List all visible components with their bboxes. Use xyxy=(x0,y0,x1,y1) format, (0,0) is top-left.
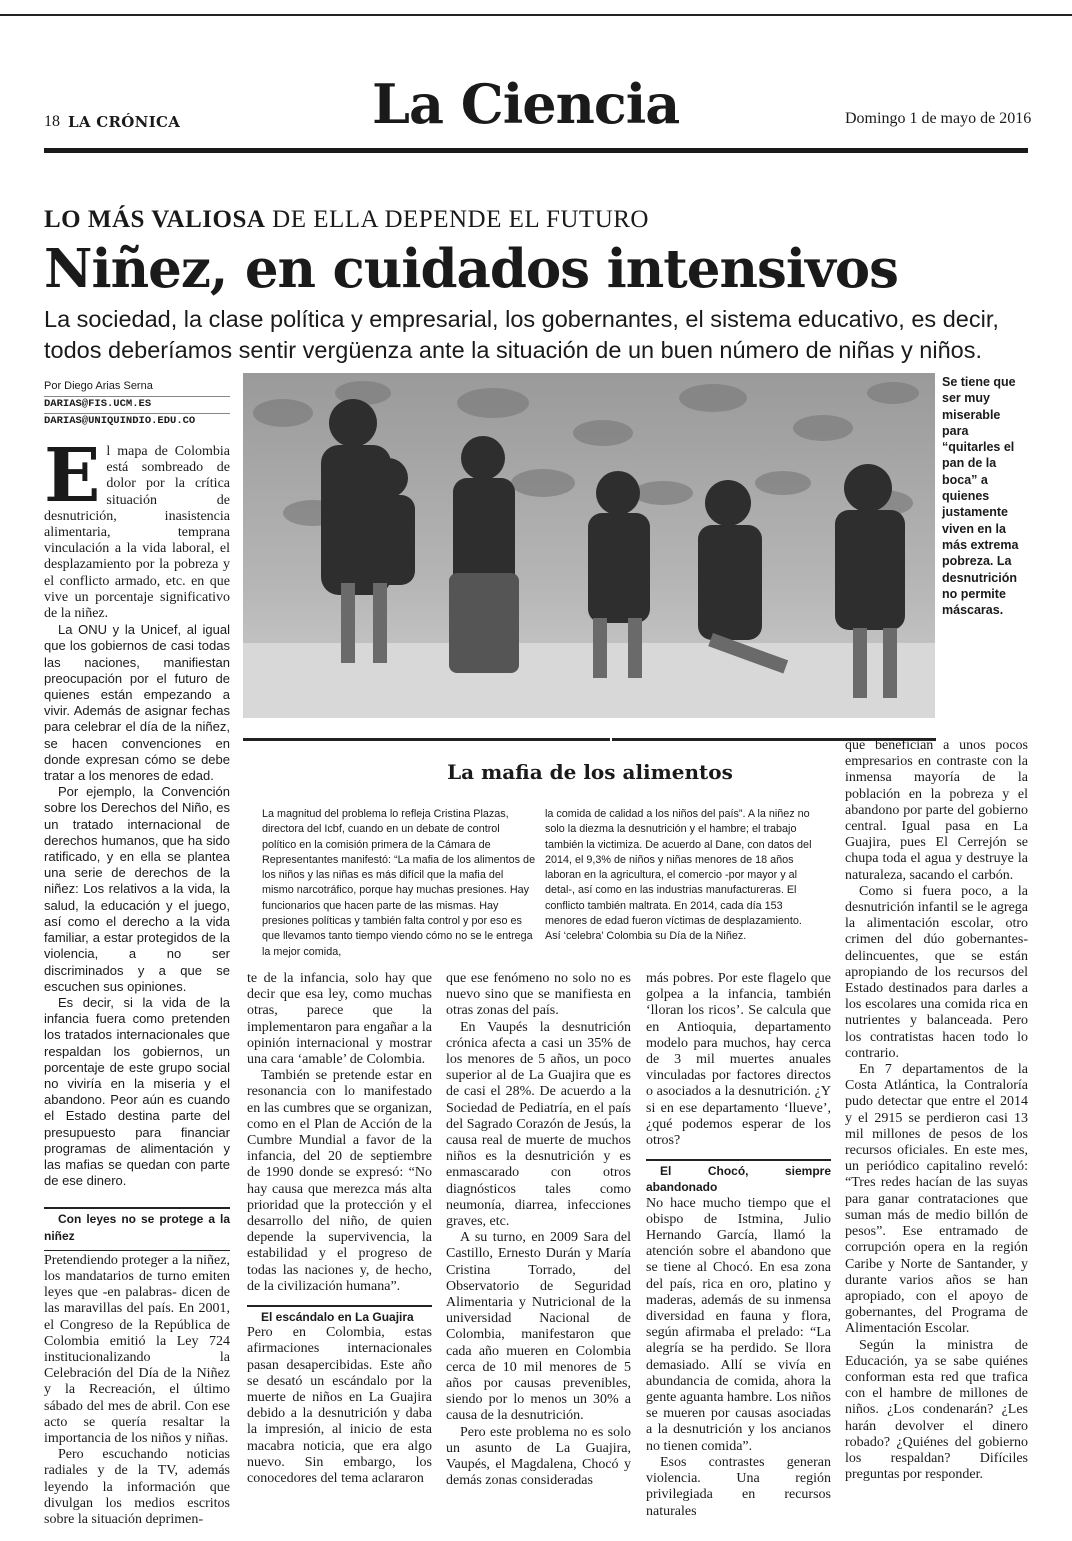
paragraph: Por ejemplo, la Convención sobre los Derechos del Niño, es un tratado internacional de derechos humanos, que ha sido ratificado, y en ella se plantea una serie de derechos de la niñez: Los relativos a la vida, la salud, la educación y el juego, así como el derecho a la vida familiar, a estar protegidos de la violencia, a no ser discriminados y a que se escuchen sus opiniones. xyxy=(44,784,230,994)
drop-cap: E xyxy=(44,433,101,519)
paragraph: Esos contrastes generan violencia. Una región privilegiada en recursos naturales xyxy=(646,1454,831,1519)
paragraph: A su turno, en 2009 Sara del Castillo, Ernesto Durán y María Cristina Torrado, del Observatorio de Seguridad Alimentaria y Nutricional de la universidad Nacional de Colombia, manifestaron que cada año mueren en Colombia cerca de 10 mil menores de 5 años por causas prevenibles, siendo por lo menos un 30% a causa de la desnutrición. xyxy=(446,1230,631,1424)
paragraph: que ese fenómeno no solo no es nuevo sino que se manifiesta en otras zonas del país. xyxy=(446,971,631,1019)
paragraph: te de la infancia, solo hay que decir que esa ley, como muchas otras, parece que la implementaron para engañar a la opinión internacional y mostrar una cara ‘amable’ de Colombia. xyxy=(247,971,432,1068)
paragraph: También se pretende estar en resonancia con lo manifestado en las cumbres que se organizan, como en el Plan de Acción de la Cumbre Mundial a favor de la infancia, del 20 de septiembre de 1990 donde se expresó: “No hay causa que merezca más alta prioridad que la protección y el desarrollo del niño, de quien depende la supervivencia, la estabilidad y el progreso de todas las naciones y, de hecho, de la civilización humana”. xyxy=(247,1068,432,1294)
article-column-3 xyxy=(446,971,631,1490)
author-email-2: DARIAS@UNIQUINDIO.EDU.CO xyxy=(44,415,196,427)
byline: Por Diego Arias Serna xyxy=(44,380,153,392)
byline-rule xyxy=(44,396,230,397)
paragraph: que benefician a unos pocos empresarios en contraste con la inmensa mayoría de la población en la pobreza y el abandono por parte del gobierno central. Igual pasa en La Guajira, pues El Cerrejón se chupa toda el agua y destruye la naturaleza, sacando el carbón. xyxy=(845,738,1028,883)
photo-caption: Se tiene que ser muy miserable para “quitarles el pan de la boca” a quienes justamente viven en la más extrema pobreza. La desnutrición no permite máscaras. xyxy=(942,375,1019,618)
paragraph: Pero escuchando noticias radiales y de la TV, además leyendo la información que divulgan los medios escritos sobre la situación deprimen- xyxy=(44,1447,230,1527)
subheading: El escándalo en La Guajira xyxy=(247,1305,432,1325)
box-column-left xyxy=(262,807,536,960)
paragraph: Es decir, si la vida de la infancia fuera como pretenden los tratados internacionales que respaldan los gobiernos, un porcentaje de este grupo social no viviría en la miseria y el abandono. Peor aún es cuando el Estado destina parte del presupuesto para financiar programas de alimentación y las mafias se quedan con parte de ese dinero. xyxy=(44,994,230,1189)
article-column-5 xyxy=(845,738,1028,1483)
box-column-right xyxy=(545,807,815,945)
box-top-rule xyxy=(243,738,610,741)
box-title: La mafia de los alimentos xyxy=(447,760,733,784)
box-text: La magnitud del problema lo refleja Cristina Plazas, directora del Icbf, cuando en un debate de control político en la comisión primera de la Cámara de Representantes manifestó: “La mafia de los alimentos de los niños y las niñas es más difícil que la mafia del mismo narcotráfico, porque hay muchas presiones. Hay funcionarios que hacen parte de las mismas. Hay presiones políticas y también falta control y por eso es que llevamos tanto tiempo viendo cómo no se le entrega la mejor comida, xyxy=(262,808,536,958)
dek: La sociedad, la clase política y empresarial, los gobernantes, el sistema educativo, es decir, todos deberíamos sentir vergüenza ante la situación de un buen número de niñas y niños. xyxy=(44,306,999,363)
kicker-bold: LO MÁS VALIOSA xyxy=(44,206,266,233)
paragraph: Pero este problema no es solo un asunto de La Guajira, Vaupés, el Magdalena, Chocó y demás zonas consideradas xyxy=(446,1424,631,1489)
paragraph: En 7 departamentos de la Costa Atlántica, la Contraloría pudo detectar que entre el 2014 y el 2915 se perdieron casi 13 mil millones de pesos de los recursos oficiales. En este mes, un periódico capitalino reveló: “Tres redes hacían de las suyas para ganar contrataciones que suman más de medio billón de pesos”. Ese entramado de corrupción opera en la región Caribe y Norte de Santander, y durante varios años se han apropiado, con el apoyo de gobernantes, del Programa de Alimentación Escolar. xyxy=(845,1062,1028,1337)
kicker xyxy=(44,206,649,234)
subheading: El Chocó, siempre abandonado xyxy=(646,1159,831,1195)
paragraph: Pero en Colombia, estas afirmaciones internacionales pasan desapercibidas. Este año se desató un escándalo por la muerte de niños en La Guajira debido a la desnutrición y daba la impresión, al inicio de esta macabra noticia, que era algo nuevo. Sin embargo, los conocedores del tema aclararon xyxy=(247,1325,432,1487)
box-text: la comida de calidad a los niños del país”. A la niñez no solo la diezma la desnutrición y el hambre; el trabajo también la victimiza. De acuerdo al Dane, con datos del 2014, el 9,3% de niños y niñas menores de 18 años laboran en la agricultura, el comercio -por mayor y al detal-, así como en las industrias manufactureras. El conflicto también maltrata. En 2014, cada día 153 menores de edad fueron víctimas de desplazamiento. Así ‘celebra’ Colombia su Día de la Niñez. xyxy=(545,808,812,943)
paragraph: Como si fuera poco, a la desnutrición infantil se le agrega la alimentación escolar, otro crimen del dúo gobernantes-delincuentes, que se están apropiando de los recursos del Estado destinados para darles a los escolares una comida rica en nutrientes y balanceada. Pero los contratistas hacen todo lo contrario. xyxy=(845,883,1028,1061)
kicker-rest: DE ELLA DEPENDE EL FUTURO xyxy=(265,206,649,233)
paragraph: más pobres. Por este flagelo que golpea a la infancia, también ‘lloran los ricos’. Se calcula que en Antioquia, departamento modelo para muchos, hay cerca de 3 mil muertes anuales vinculadas por factores directos o asociados a la desnutrición. ¿Y si en ese departamento ‘llueve’, ¿qué podemos esperar de los otros? xyxy=(646,971,831,1149)
top-scan-edge xyxy=(0,0,1072,16)
masthead-rule xyxy=(44,148,1028,153)
paragraph: En Vaupés la desnutrición crónica afecta a casi un 35% de los menores de 5 años, un poco superior al de La Guajira que es de casi el 28%. De acuerdo a la Sociedad de Pediatría, en el país del Sagrado Corazón de Jesús, la causa real de muerte de muchos niños es la desnutrición y es enmascarado con otros diagnósticos tales como neumonía, diarrea, infecciones graves, etc. xyxy=(446,1019,631,1230)
article-photo xyxy=(243,373,935,718)
article-column-1 xyxy=(44,433,230,1528)
headline: Niñez, en cuidados intensivos xyxy=(44,238,898,300)
section-title: La Ciencia xyxy=(372,72,680,136)
issue-date: Domingo 1 de mayo de 2016 xyxy=(845,110,1032,127)
paragraph: Pretendiendo proteger a la niñez, los mandatarios de turno emiten leyes que -en palabras- dicen de las maravillas del país. En 2001, el Congreso de la República de Colombia emitió la Ley 724 institucionalizando la Celebración del Día de la Niñez y la Recreación, el último sábado del mes de abril. Con ese acto se quería resaltar la importancia de los niños y niñas. xyxy=(44,1250,230,1447)
paragraph: Según la ministra de Educación, ya se sabe quiénes conforman esta red que trafica con el hambre de millones de niños. ¿Los condenarán? ¿Les harán devolver el dinero robado? ¿Quiénes del gobierno los respaldan? Difíciles preguntas por responder. xyxy=(845,1337,1028,1483)
article-column-2 xyxy=(247,971,432,1487)
subheading: Con leyes no se protege a la niñez xyxy=(44,1207,230,1243)
page-number: 18 xyxy=(44,113,60,130)
paragraph: La ONU y la Unicef, al igual que los gobiernos de casi todas las naciones, manifiestan preocupación por el futuro de quienes están empezando a vivir. Además de asignar fechas para celebrar el día de la niñez, se hacen convenciones en donde expresan cómo se debe tratar a los menores de edad. xyxy=(44,622,230,784)
article-column-4 xyxy=(646,971,831,1520)
author-email-1: DARIAS@FIS.UCM.ES xyxy=(44,398,152,410)
paragraph: l mapa de Colombia está sombreado de dolor por la crítica situación de desnutrición, inasistencia alimentaria, temprana vinculación a la vida laboral, el desplazamiento por la pobreza y el conflicto armado, etc. en que vive un porcentaje significativo de la niñez. xyxy=(44,444,230,622)
email-rule xyxy=(44,413,230,414)
paragraph: No hace mucho tiempo que el obispo de Istmina, Julio Hernando García, llamó la atención sobre el abandono que se tiene al Chocó. En esa zona del país, rica en oro, platino y maderas, además de su inmensa diversidad en fauna y flora, según afirmaba el prelado: “La alegría se ha perdido. Se llora demasiado. Allí se vivía en abundancia de comida, ahora la gente aguanta hambre. Los niños se mueren por causas asociadas a la desnutrición y los ancianos no tienen comida”. xyxy=(646,1195,831,1454)
newspaper-name: LA CRÓNICA xyxy=(68,113,181,131)
